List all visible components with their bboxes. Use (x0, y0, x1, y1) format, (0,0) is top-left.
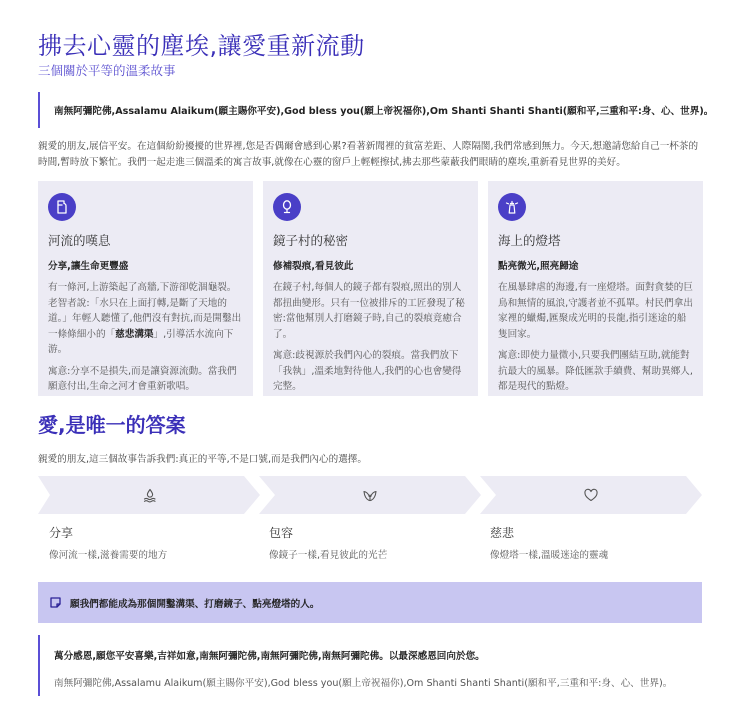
step-desc-tolerance: 像鏡子一樣,看見彼此的光芒 (269, 550, 388, 561)
lighthouse-icon (498, 193, 526, 221)
page-subtitle: 三個關於平等的溫柔故事 (38, 63, 176, 78)
water-glass-icon (48, 193, 76, 221)
story-card-lighthouse (488, 181, 703, 396)
card-title: 鏡子村的秘密 (273, 233, 349, 248)
blessing-quote (38, 92, 714, 128)
water-icon (142, 487, 158, 503)
closing-gratitude: 萬分感恩,願您平安喜樂,吉祥如意,南無阿彌陀佛,南無阿彌陀佛,南無阿彌陀佛。以最深感恩回向於您。 (54, 651, 485, 662)
open-hands-icon (362, 487, 378, 503)
card-subtitle: 點亮微光,照亮歸途 (498, 261, 579, 272)
card-body: 在風暴肆虐的海邊,有一座燈塔。面對貪婪的巨鳥和無情的風浪,守護者並不孤單。村民們拿出家裡的蠟燭,匯聚成光明的長龍,指引迷途的船隻回家。 (498, 282, 693, 340)
prayer-callout (38, 582, 702, 623)
step-label-tolerance: 包容 (269, 526, 294, 540)
step-desc-share: 像河流一樣,滋養需要的地方 (49, 550, 168, 561)
closing-quote (38, 635, 702, 696)
heart-icon (583, 487, 599, 503)
card-title: 海上的燈塔 (498, 233, 561, 248)
process-steps (38, 476, 702, 514)
prayer-text: 願我們都能成為那個開鑿溝渠、打磨鏡子、點亮燈塔的人。 (70, 598, 320, 610)
card-lesson: 寓意:即使力量微小,只要我們團結互助,就能對抗最大的風暴。降低匯款手續費、幫助異鄉人,都是現代的點燈。 (498, 350, 693, 392)
step-label-compassion: 慈悲 (490, 526, 515, 540)
section-description: 親愛的朋友,這三個故事告訴我們:真正的平等,不是口號,而是我們內心的選擇。 (38, 454, 367, 465)
blessing-text: 南無阿彌陀佛,Assalamu Alaikum(願主賜你平安),God bless you(願上帝祝福你),Om Shanti Shanti Shanti(願和平,三重和平:身、心、世界)。 (54, 106, 714, 117)
section-title: 愛,是唯一的答案 (38, 413, 186, 437)
story-card-river (38, 181, 253, 396)
step-label-share: 分享 (49, 526, 74, 540)
card-subtitle: 修補裂痕,看見彼此 (273, 261, 354, 272)
intro-paragraph: 親愛的朋友,展信平安。在這個紛紛擾擾的世界裡,您是否偶爾會感到心累?看著新聞裡的貧富差距、人際隔閡,我們常感到無力。今天,想邀請您給自己一杯茶的時間,暫時放下繁忙。我們一起走進三個溫柔的寓言故事,就像在心靈的窗戶上輕輕擦拭,拂去那些蒙蔽我們眼睛的塵埃,重新看見世界的美好。 (38, 141, 699, 168)
page-title: 拂去心靈的塵埃,讓愛重新流動 (38, 32, 365, 60)
card-body: 在鏡子村,每個人的鏡子都有裂痕,照出的別人都扭曲變形。只有一位被排斥的工匠發現了秘密:當他幫別人打磨鏡子時,自己的裂痕竟癒合了。 (273, 282, 465, 340)
story-card-mirror (263, 181, 478, 396)
card-lesson: 寓意:歧視源於我們內心的裂痕。當我們放下「我執」,溫柔地對待他人,我們的心也會變得完整。 (273, 350, 462, 392)
card-body-text: 」,引導活水流向下游。 (48, 328, 234, 355)
note-icon (49, 596, 62, 609)
closing-blessing: 南無阿彌陀佛,Assalamu Alaikum(願主賜你平安),God bless you(願上帝祝福你),Om Shanti Shanti Shanti(願和平,三重和平:身、心、世界)。 (54, 678, 673, 689)
card-lesson: 寓意:分享不是損失,而是讓資源流動。當我們願意付出,生命之河才會重新歌唱。 (48, 365, 237, 392)
card-body-emphasis: 慈悲溝渠 (115, 328, 154, 340)
card-body-text: 有一條河,上游築起了高牆,下游卻乾涸龜裂。老智者說:「水只在上面打轉,是斷了天地的道。」年輕人聽懂了,他們沒有對抗,而是開鑿出一條條細小的「 (48, 282, 242, 340)
card-subtitle: 分享,讓生命更豐盛 (48, 261, 129, 272)
card-body (48, 280, 243, 358)
mirror-icon (273, 193, 301, 221)
step-desc-compassion: 像燈塔一樣,溫暖迷途的靈魂 (490, 550, 609, 561)
card-title: 河流的嘆息 (48, 233, 111, 248)
